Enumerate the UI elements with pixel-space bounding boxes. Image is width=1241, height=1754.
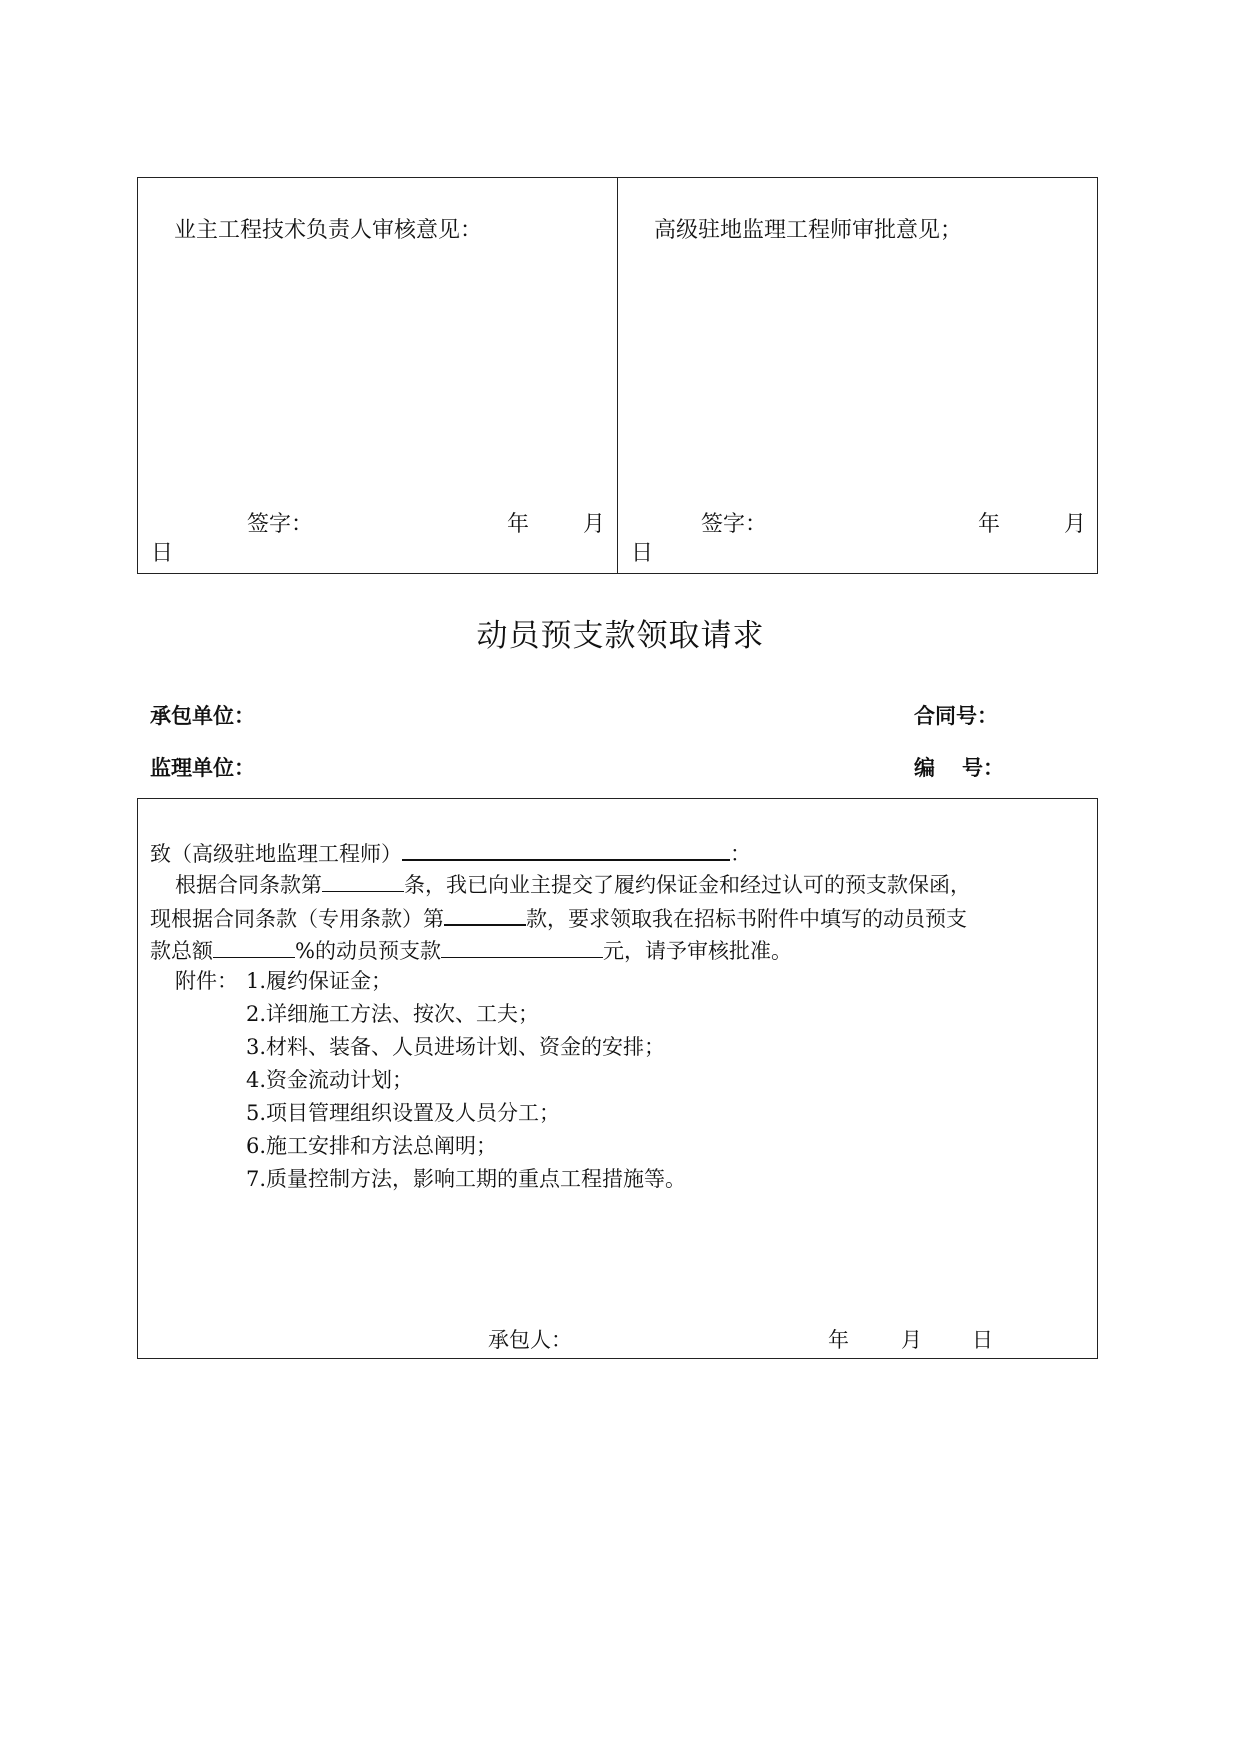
attachment-item: 4.资金流动计划； xyxy=(246,1068,414,1092)
supervisor-label: 监理单位： xyxy=(150,756,255,780)
contractor-sign-label: 承包人： xyxy=(488,1328,572,1352)
sign-day-label: 日 xyxy=(972,1328,993,1352)
attachment-item: 5.项目管理组织设置及人员分工； xyxy=(246,1101,561,1125)
owner-review-heading: 业主工程技术负责人审核意见： xyxy=(174,218,483,243)
sign-year-label: 年 xyxy=(828,1328,849,1352)
request-text: 现根据合同条款（专用条款）第 xyxy=(150,907,444,931)
attachment-item: 6.施工安排和方法总阐明； xyxy=(246,1134,498,1158)
attachment-item: 7.质量控制方法，影响工期的重点工程措施等。 xyxy=(246,1167,687,1191)
addressee-line xyxy=(150,837,751,867)
engineer-sign-label: 签字： xyxy=(701,512,768,537)
request-text: 款总额 xyxy=(150,939,213,963)
attachment-item: 1.履约保证金； xyxy=(246,969,393,993)
serial-label-suffix: 号： xyxy=(962,756,1004,780)
request-text: %的动员预支款 xyxy=(295,939,441,963)
owner-year-label: 年 xyxy=(507,512,530,537)
engineer-day-label: 日 xyxy=(631,541,654,566)
engineer-name-blank[interactable] xyxy=(402,837,730,861)
special-clause-blank[interactable] xyxy=(444,902,526,926)
engineer-year-label: 年 xyxy=(978,512,1001,537)
sign-month-label: 月 xyxy=(901,1328,922,1352)
request-text: 条，我已向业主提交了履约保证金和经过认可的预支款保函， xyxy=(404,873,971,897)
contractor-label: 承包单位： xyxy=(150,704,255,728)
addressee-suffix: ： xyxy=(730,842,751,866)
request-line-1 xyxy=(175,869,971,898)
engineer-month-label: 月 xyxy=(1064,512,1087,537)
page-title: 动员预支款领取请求 xyxy=(476,618,765,654)
engineer-approval-heading: 高级驻地监理工程师审批意见； xyxy=(654,218,963,243)
approval-divider xyxy=(617,178,618,573)
serial-label-char: 编 xyxy=(914,756,935,780)
owner-month-label: 月 xyxy=(583,512,606,537)
request-line-3 xyxy=(150,935,792,964)
request-text: 根据合同条款第 xyxy=(175,873,322,897)
amount-blank[interactable] xyxy=(441,935,603,958)
request-line-2 xyxy=(150,902,967,932)
attachments-label: 附件： xyxy=(175,969,238,993)
attachment-item: 2.详细施工方法、按次、工夫； xyxy=(246,1002,540,1026)
owner-day-label: 日 xyxy=(151,541,174,566)
attachments-list xyxy=(246,968,686,1199)
percent-blank[interactable] xyxy=(213,935,295,958)
addressee-prefix: 致（高级驻地监理工程师） xyxy=(150,842,402,866)
contract-no-label: 合同号： xyxy=(914,704,998,728)
request-text: 元，请予审核批准。 xyxy=(602,939,792,963)
attachment-item: 3.材料、装备、人员进场计划、资金的安排； xyxy=(246,1035,666,1059)
owner-sign-label: 签字： xyxy=(247,512,314,537)
approval-table xyxy=(137,177,1098,574)
request-text: 款，要求领取我在招标书附件中填写的动员预支 xyxy=(526,907,967,931)
clause-number-blank[interactable] xyxy=(322,869,404,892)
